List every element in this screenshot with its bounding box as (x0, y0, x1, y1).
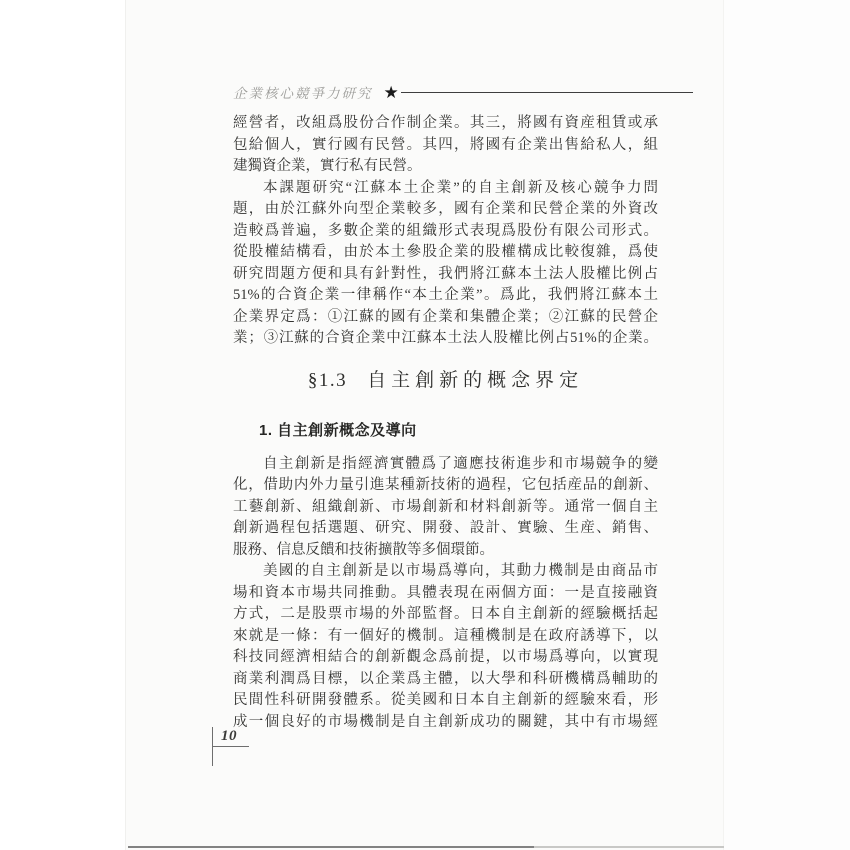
text-line: 美國的自主創新是以市場爲導向，其動力機制是由商品市 (263, 563, 658, 579)
text-line: 服務、信息反饋和技術擴散等多個環節。 (233, 541, 494, 558)
scan-left-margin (0, 0, 125, 850)
text-line: 51%的合資企業一律稱作“本土企業”。爲此，我們將江蘇本土 (233, 287, 658, 303)
page-folio (212, 727, 272, 772)
text-line: 造較爲普遍，多數企業的組織形式表現爲股份有限公司形式。 (233, 222, 658, 239)
text-line: 場和資本市場共同推動。具體表現在兩個方面：一是直接融資 (233, 584, 658, 601)
text-line: 建獨資企業，實行私有民營。 (233, 158, 422, 174)
paragraph-continuation (233, 113, 658, 178)
text-line: 企業界定爲：①江蘇的國有企業和集體企業；②江蘇的民營企 (233, 308, 658, 325)
text-line: 工藝創新、組織創新、市場創新和材料創新等。通常一個自主 (233, 498, 658, 515)
text-column (233, 113, 658, 733)
text-line: 經營者，改組爲股份合作制企業。其三，將國有資産租賃或承 (233, 115, 658, 131)
running-header-title: 企業核心競爭力研究 (233, 86, 373, 101)
running-header (233, 81, 693, 103)
section-heading (233, 368, 658, 394)
text-line: 化，借助内外力量引進某種新技術的過程，它包括産品的創新、 (233, 477, 658, 493)
paragraph-innovation-definition (233, 454, 658, 562)
page-number: 10 (221, 728, 237, 744)
page-bottom-edge-light (534, 846, 724, 848)
page-bottom-edge (128, 846, 534, 848)
text-line: 科技同經濟相結合的創新觀念爲前提，以市場爲導向，以實現 (233, 649, 658, 665)
text-line: 成一個良好的市場機制是自主創新成功的關鍵，其中有市場經 (233, 713, 658, 730)
section-number: §1.3 (307, 369, 348, 391)
section-title: 自主創新的概念界定 (367, 369, 584, 391)
text-line: 自主創新是指經濟實體爲了適應技術進步和市場競争的變 (263, 455, 658, 472)
text-line: 包給個人，實行國有民營。其四，將國有企業出售給私人，組 (233, 136, 658, 153)
text-line: 商業利潤爲目標，以企業爲主體，以大學和科研機構爲輔助的 (233, 670, 658, 687)
text-line: 來就是一條：有一個好的機制。這種機制是在政府誘導下，以 (233, 627, 658, 644)
header-rule-line (401, 92, 693, 93)
text-line: 題，由於江蘇外向型企業較多，國有企業和民營企業的外資改 (233, 201, 658, 217)
text-line: 本課題研究“江蘇本土企業”的自主創新及核心競争力問 (263, 179, 658, 196)
star-icon: ★ (383, 82, 399, 102)
text-line: 方式，二是股票市場的外部監督。日本自主創新的經驗概括起 (233, 606, 658, 622)
paragraph-us-japan-experience (233, 561, 658, 733)
text-line: 民間性科研開發體系。從美國和日本自主創新的經驗來看，形 (233, 692, 658, 708)
text-line: 研究問題方便和具有針對性，我們將江蘇本土法人股權比例占 (233, 265, 658, 282)
text-line: 創新過程包括選題、研究、開發、設計、實驗、生産、銷售、 (233, 520, 658, 536)
text-line: 業；③江蘇的合資企業中江蘇本土法人股權比例占51%的企業。 (233, 330, 658, 346)
text-line: 從股權結構看，由於本土參股企業的股權構成比較復雜，爲使 (233, 244, 658, 260)
folio-horizontal-rule (212, 746, 249, 747)
paragraph-research-topic (233, 178, 658, 350)
subsection-heading: 1. 自主創新概念及導向 (259, 421, 417, 439)
